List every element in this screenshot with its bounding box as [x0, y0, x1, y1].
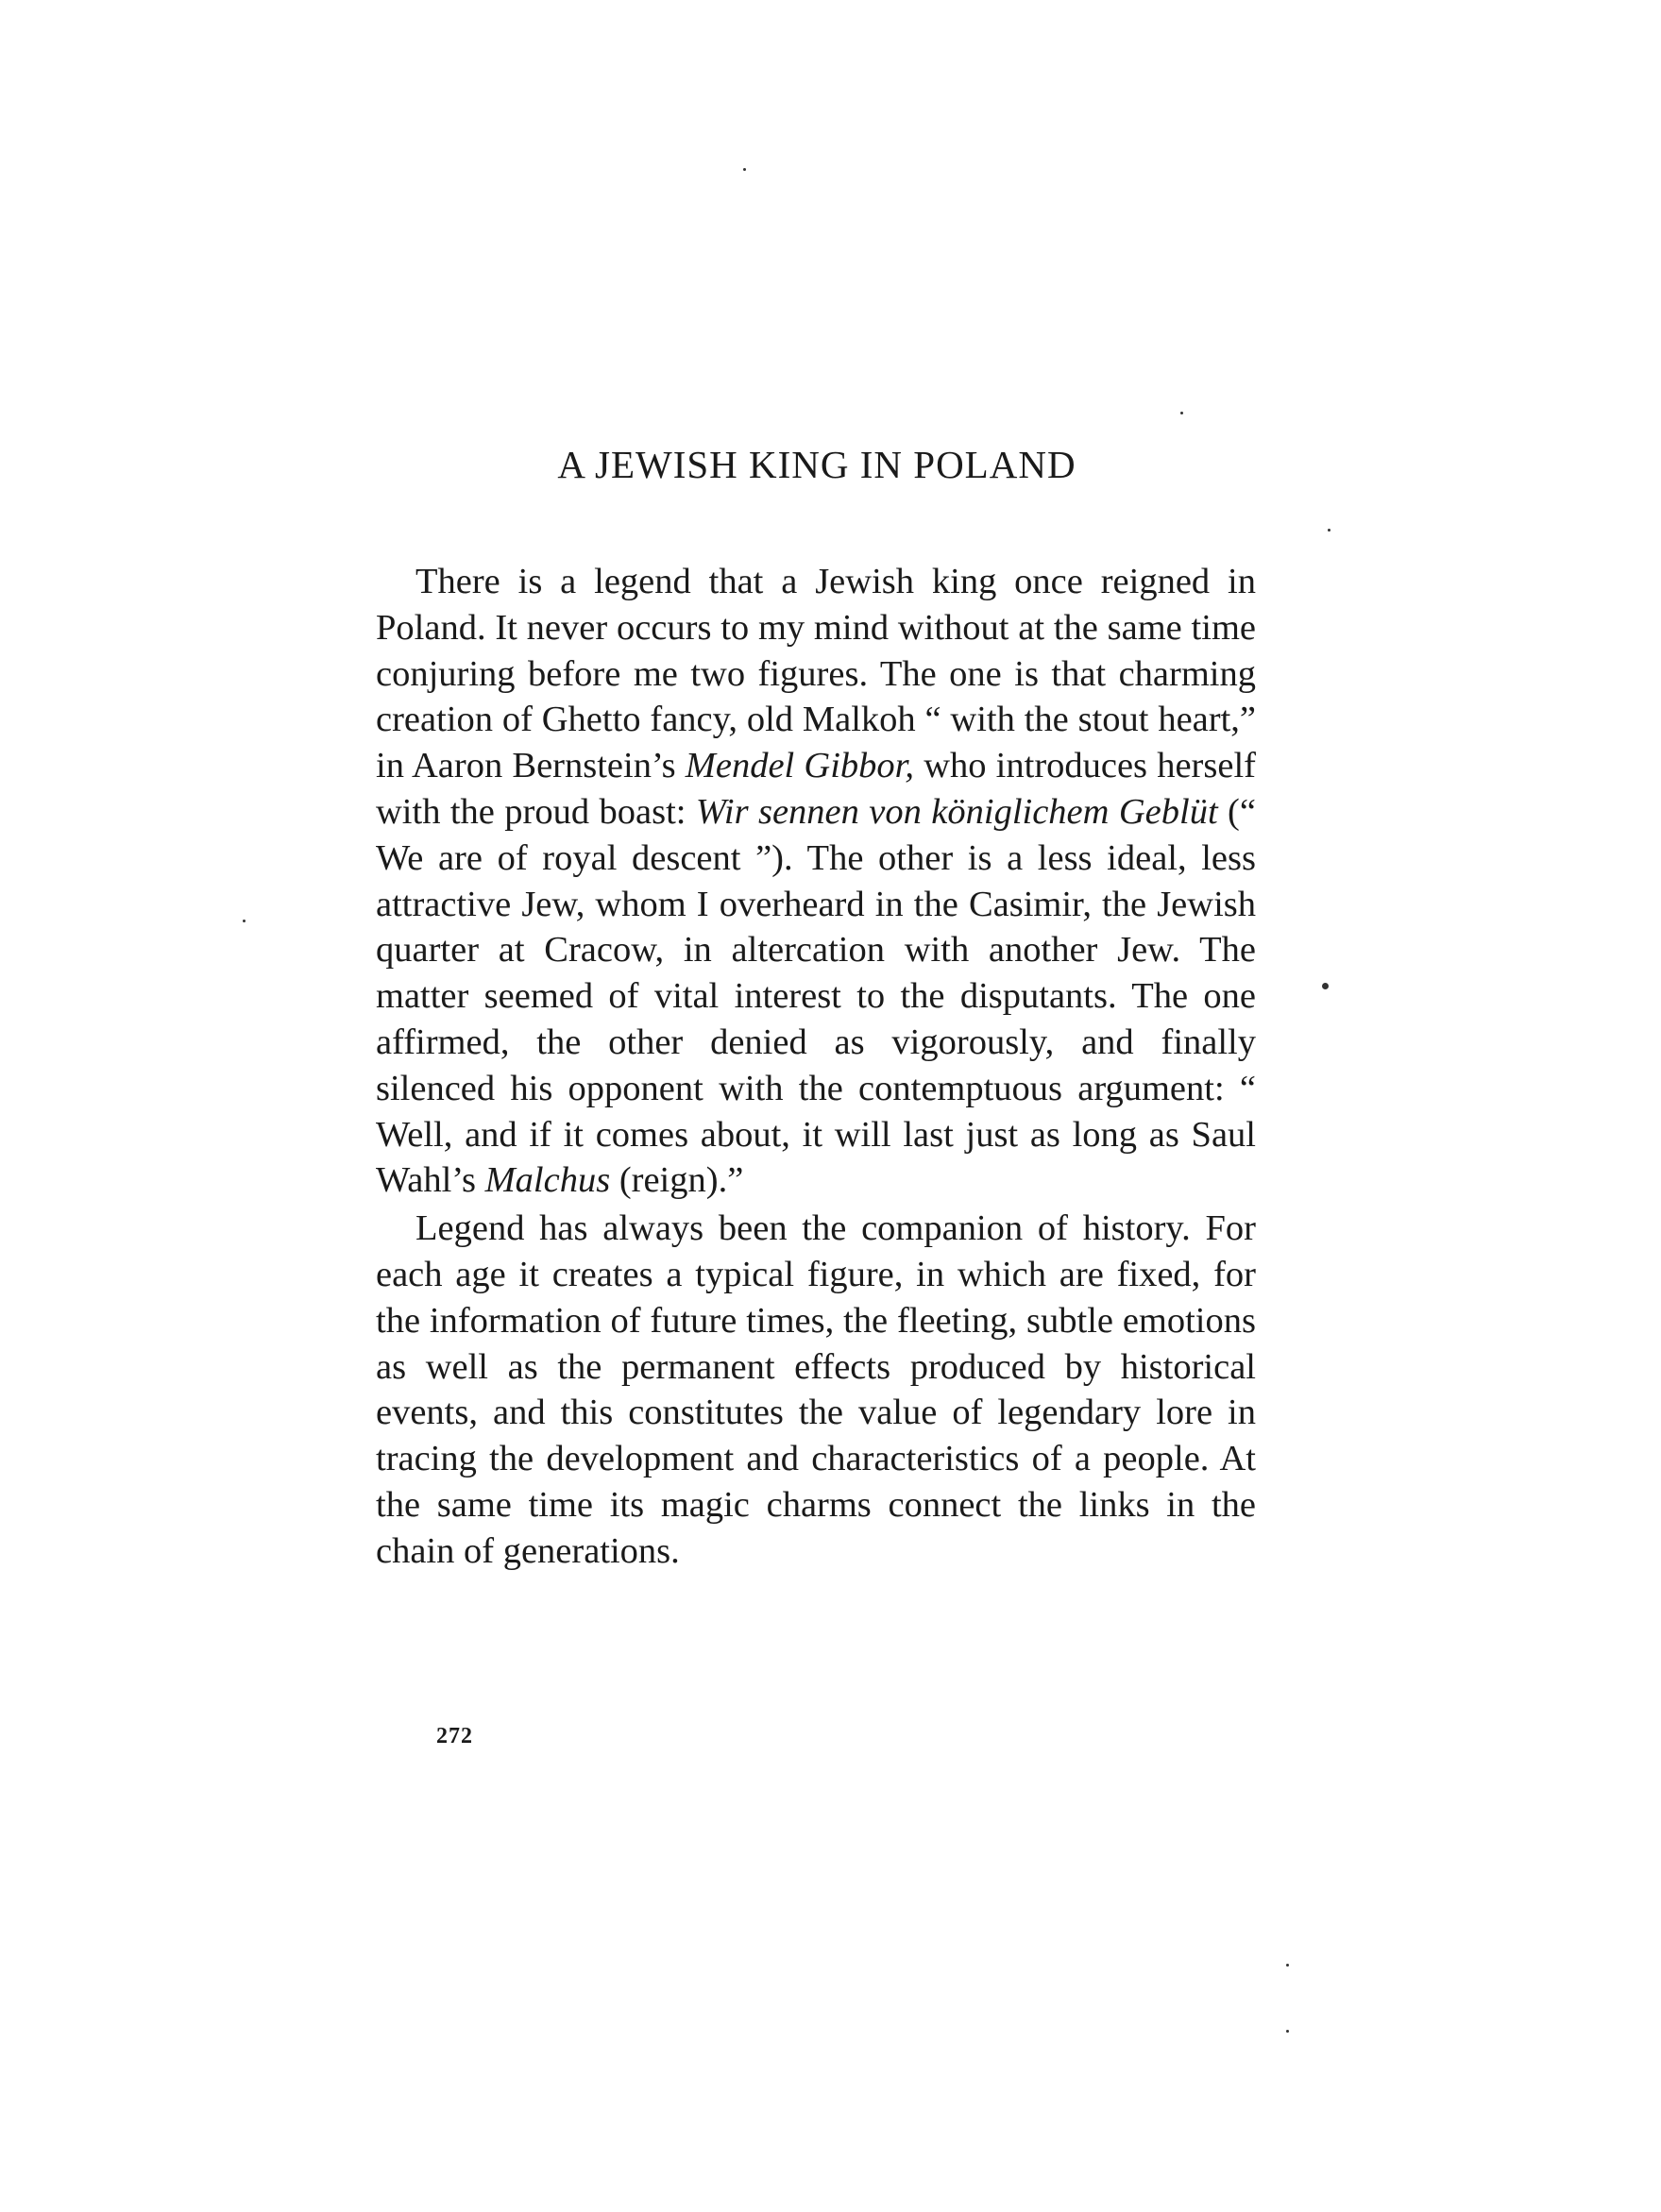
paragraph-1-text: There is a legend that a Jewish king once reigned in Poland. It never occurs to my mind without at the same time conjuring before me two figures. The one is that charming creation of Ghetto fancy, old Malkoh “ with the stout heart,” in Aaron Bernstein’s	[376, 562, 1256, 786]
paragraph-1	[376, 559, 1256, 1204]
page-number: 272	[436, 1724, 473, 1748]
scan-speck	[1286, 2030, 1289, 2033]
italic-quote-german: Wir sennen von königlichem Geblüt	[695, 791, 1218, 832]
paragraph-2-text: Legend has always been the companion of history. For each age it creates a typical figure, in which are fixed, for the information of future times, the fleeting, subtle emotions as well as the permanent effects produced by historical events, and this constitutes the value of legendary lore in tracing the development and characteristics of a people. At the same time its magic charms connect the links in the chain of generations.	[376, 1208, 1256, 1571]
scan-speck	[243, 920, 246, 922]
chapter-title: A JEWISH KING IN POLAND	[557, 443, 1076, 486]
scan-speck	[1328, 529, 1330, 532]
paragraph-1-text: who introduces herself with the proud boast:	[376, 746, 1256, 832]
italic-title-mendel-gibbor: Mendel Gibbor,	[685, 746, 915, 786]
scan-speck	[1322, 983, 1329, 989]
body-text	[376, 559, 1256, 1575]
scan-speck	[1286, 1964, 1289, 1967]
paragraph-2	[376, 1206, 1256, 1574]
paragraph-1-text: (“ We are of royal descent ”). The other is a less ideal, less attractive Jew, whom I overheard in the Casimir, the Jewish quarter at Cracow, in altercation with another Jew. The matter seemed of vital interest to the disputants. The one affirmed, the other denied as vigorously, and finally silenced his opponent with the contemptuous argument: “ Well, and if it comes about, it will last just as long as Saul Wahl’s	[376, 791, 1256, 1201]
scan-speck	[1180, 412, 1183, 414]
paragraph-1-text: (reign).”	[610, 1160, 744, 1201]
italic-term-malchus: Malchus	[484, 1160, 611, 1201]
scan-speck	[743, 168, 746, 171]
